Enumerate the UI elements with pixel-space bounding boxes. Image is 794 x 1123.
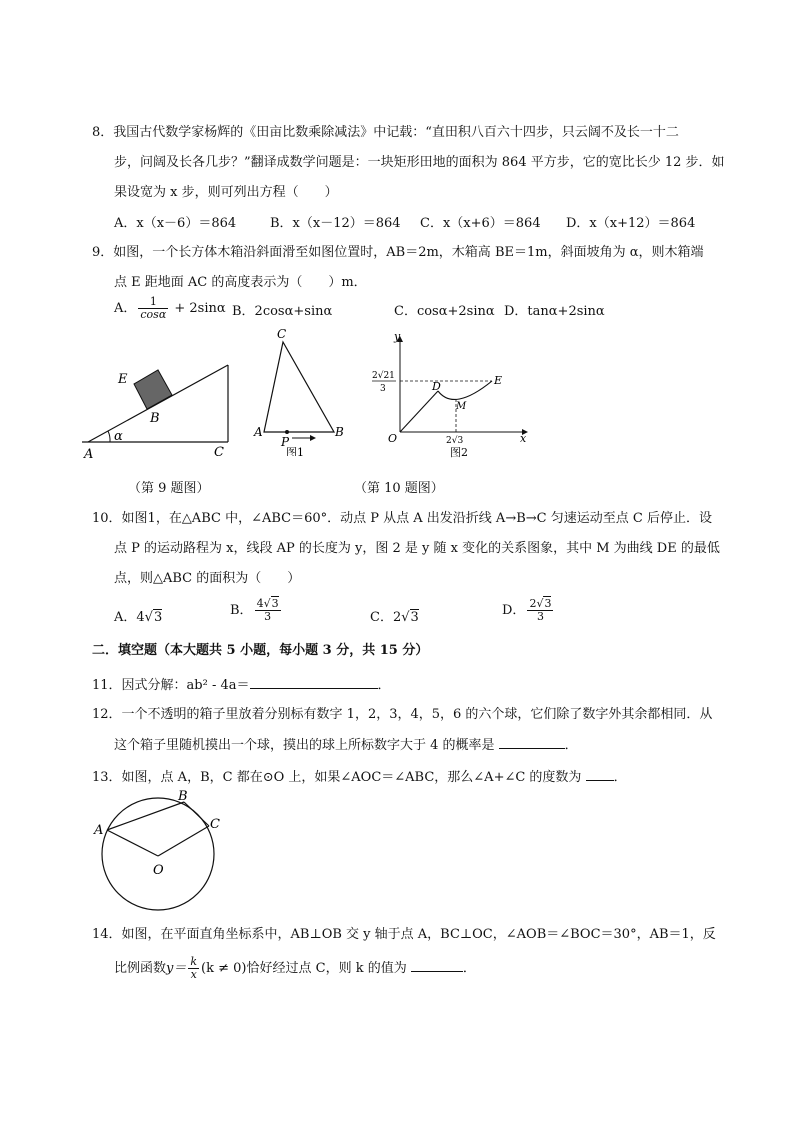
label-d: D xyxy=(432,380,441,393)
label-c: C xyxy=(210,817,220,832)
q14-function-fraction: $\frac{k}{x}$ xyxy=(190,955,198,981)
x-tick-label: 2√3 xyxy=(446,436,464,446)
label-a: A xyxy=(94,823,104,838)
label-e: E xyxy=(118,372,128,387)
q13-answer-blank[interactable] xyxy=(586,768,614,781)
q8-option-d: D．x（x+12）＝864 xyxy=(566,216,696,231)
q14-line2: 比例函数y＝ $\frac{k}{x}$ (k ≠ 0)恰好经过点 C，则 k 的值为 ． xyxy=(114,955,476,981)
q9-option-d: D．tanα+2sinα xyxy=(504,304,605,319)
angle-arc xyxy=(108,431,110,442)
q13: 13．如图，点 A，B，C 都在⊙O 上，如果∠AOC＝∠ABC，那么∠A+∠C 的度数为 ． xyxy=(92,770,627,785)
label-a: A xyxy=(254,425,263,439)
q8-line2: 步，问阔及长各几步？”翻译成数学问题是：一块矩形田地的面积为 864 平方步，它的宽比长少 12 步．如 xyxy=(114,155,725,170)
q9-option-b: B．2cosα+sinα xyxy=(232,304,333,319)
q10-line2: 点 P 的运动路程为 x，线段 AP 的长度为 y，图 2 是 y 随 x 变化的关系图象，其中 M 为曲线 DE 的最低 xyxy=(114,541,720,556)
q12-line1: 12．一个不透明的箱子里放着分别标有数字 1，2，3，4，5，6 的六个球，它们除了数字外其余都相同．从 xyxy=(92,707,713,722)
q10-option-b: B． $\frac{4√3}{3}$ xyxy=(230,597,279,623)
q8-option-b: B．x（x－12）＝864 xyxy=(270,216,401,231)
label-p: P xyxy=(281,435,290,449)
q9-option-a-fraction: $\frac{1}{\cos\alpha}$ xyxy=(140,295,167,321)
label-m: M xyxy=(456,401,467,412)
figure-10-2 xyxy=(366,332,532,458)
section-2-heading: 二．填空题（本大题共 5 小题，每小题 3 分，共 15 分） xyxy=(92,643,429,658)
q8-option-a: A．x（x－6）＝864 xyxy=(114,216,237,231)
q12-answer-blank[interactable] xyxy=(499,736,565,749)
q8-line3: 果设宽为 x 步，则可列出方程（ ） xyxy=(114,185,338,200)
label-y: y xyxy=(394,332,401,343)
q9-line2: 点 E 距地面 AC 的高度表示为（ ）m． xyxy=(114,275,367,290)
arrow-head xyxy=(310,435,316,441)
q10-line3: 点，则△ABC 的面积为（ ） xyxy=(114,571,301,586)
segment-od xyxy=(400,391,438,432)
label-e: E xyxy=(494,374,503,387)
curve-de xyxy=(438,381,492,399)
point-p xyxy=(285,430,289,434)
label-b: B xyxy=(150,411,160,426)
figure-2-label: 图2 xyxy=(450,446,468,458)
segment-ao xyxy=(107,830,158,856)
figure-10-caption: （第 10 题图） xyxy=(354,481,444,496)
q12-line2: 这个箱子里随机摸出一个球，摸出的球上所标数字大于 4 的概率是 ． xyxy=(114,738,578,753)
q14-line1: 14．如图，在平面直角坐标系中，AB⊥OB 交 y 轴于点 A，BC⊥OC，∠AOB＝∠BOC＝30°，AB＝1，反 xyxy=(92,927,716,942)
segment-ab xyxy=(107,802,184,830)
y-tick-denominator: 3 xyxy=(380,384,386,394)
label-b: B xyxy=(178,789,188,804)
q11: 11．因式分解：ab² - 4a＝ ． xyxy=(92,678,391,693)
q11-answer-blank[interactable] xyxy=(250,676,378,689)
label-x: x xyxy=(520,432,527,445)
q14-answer-blank[interactable] xyxy=(411,959,463,972)
label-c: C xyxy=(277,327,287,341)
figure-10-1 xyxy=(250,326,350,456)
wooden-box xyxy=(134,370,172,409)
q9-line1: 9．如图，一个长方体木箱沿斜面滑至如图位置时，AB＝2m，木箱高 BE＝1m，斜面坡角为 α，则木箱端 xyxy=(92,245,704,260)
q9-option-c: C．cosα+2sinα xyxy=(394,304,495,319)
label-c: C xyxy=(214,445,224,460)
label-o: O xyxy=(153,863,164,878)
q10-option-a: A．4√3 xyxy=(114,610,163,625)
y-tick-numerator: 2√21 xyxy=(372,371,395,381)
q10-option-c: C．2√3 xyxy=(370,610,419,625)
q8-option-c: C．x（x+6）＝864 xyxy=(420,216,541,231)
label-alpha: α xyxy=(114,429,123,444)
q8-line1: 8．我国古代数学家杨辉的《田亩比数乘除减法》中记载：“直田积八百六十四步，只云阔不及长一十二 xyxy=(92,125,679,140)
label-b: B xyxy=(335,425,344,439)
triangle-abc xyxy=(264,342,334,432)
q10-line1: 10．如图1，在△ABC 中，∠ABC＝60°．动点 P 从点 A 出发沿折线 A→B→C 匀速运动至点 C 后停止．设 xyxy=(92,511,712,526)
segment-oc xyxy=(158,826,209,856)
segment-bc xyxy=(184,802,209,826)
label-a: A xyxy=(84,447,94,462)
figure-1-label: 图1 xyxy=(286,446,304,456)
q9-option-a: A． $\frac{1}{\cos\alpha}$ + 2sinα xyxy=(114,295,226,321)
figure-9 xyxy=(78,350,248,465)
label-o: O xyxy=(388,432,398,445)
figure-13 xyxy=(90,788,230,914)
figure-9-caption: （第 9 题图） xyxy=(128,481,210,496)
q10-option-d: D． $\frac{2√3}{3}$ xyxy=(502,597,552,623)
